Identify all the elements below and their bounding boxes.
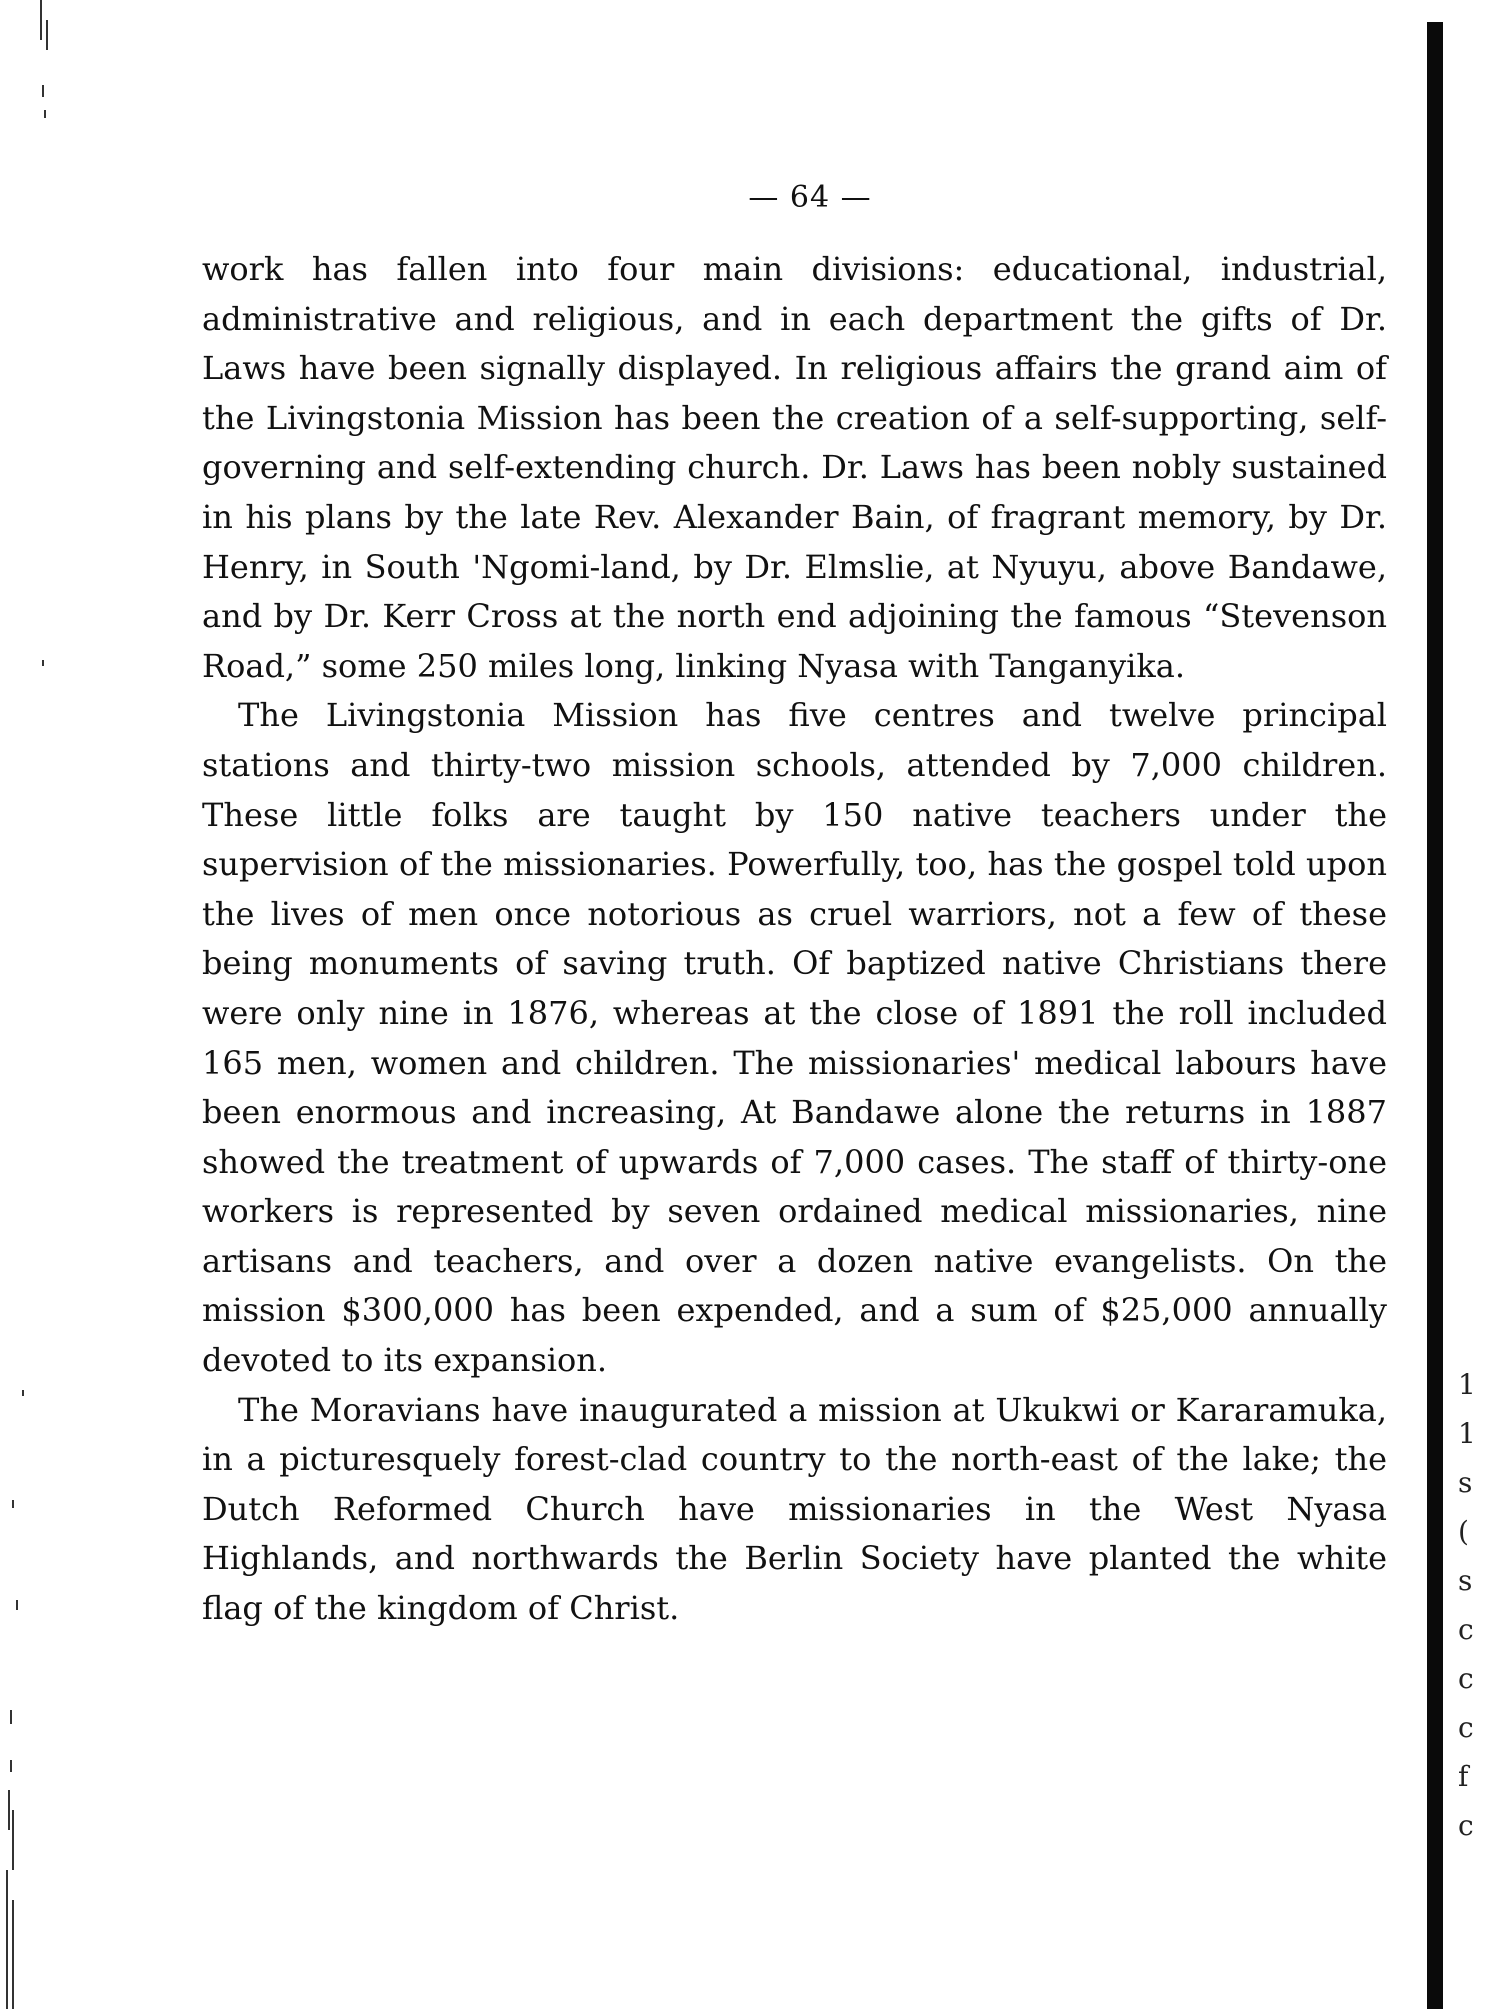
margin-letter: s — [1458, 1466, 1473, 1499]
margin-letter: c — [1458, 1613, 1474, 1646]
margin-letter: c — [1458, 1809, 1474, 1842]
page-number: — 64 — — [748, 180, 872, 215]
binding-shadow-bar — [1427, 22, 1443, 2009]
margin-letter: c — [1458, 1662, 1474, 1695]
margin-letter: 1 — [1458, 1417, 1476, 1450]
paragraph-1: work has fallen into four main divisions: educational, industrial, administrative and religious, and in each department the gifts of Dr. Laws have been signally displayed. In religious affairs the grand aim of the Livingstonia Mission has been the creation of a self-supporting, self-governing and self-extending church. Dr. Laws has been nobly sustained in his plans by the late Rev. Alexander Bain, of fragrant memory, by Dr. Henry, in South 'Ngomi-land, by Dr. Elmslie, at Nyuyu, above Bandawe, and by Dr. Kerr Cross at the north end adjoining the famous “Stevenson Road,” some 250 miles long, linking Nyasa with Tanganyika. — [202, 250, 1387, 685]
margin-letter: 1 — [1458, 1368, 1476, 1401]
paragraph-3: The Moravians have inaugurated a mission at Ukukwi or Kararamuka, in a picturesquely forest-clad country to the north-east of the lake; the Dutch Reformed Church have missionaries in the West Nyasa Highlands, and northwards the Berlin Society have planted the white flag of the kingdom of Christ. — [202, 1390, 1387, 1628]
margin-letter: c — [1458, 1711, 1474, 1744]
adjacent-page-fragment — [1458, 1360, 1488, 1850]
margin-letter: s — [1458, 1564, 1473, 1597]
left-margin-scan-marks — [0, 0, 70, 2009]
body-text — [202, 245, 1387, 1634]
paragraph-2: The Livingstonia Mission has five centres and twelve principal stations and thirty-two mission schools, attended by 7,000 children. These little folks are taught by 150 native teachers under the supervision of the missionaries. Powerfully, too, has the gospel told upon the lives of men once notorious as cruel warriors, not a few of these being monuments of saving truth. Of baptized native Christians there were only nine in 1876, whereas at the close of 1891 the roll included 165 men, women and children. The missionaries' medical labours have been enormous and increasing, At Bandawe alone the returns in 1887 showed the treatment of upwards of 7,000 cases. The staff of thirty-one workers is represented by seven ordained medical missionaries, nine artisans and teachers, and over a dozen native evangelists. On the mission $300,000 has been expended, and a sum of $25,000 annually devoted to its expansion. — [202, 696, 1387, 1380]
margin-letter: f — [1458, 1760, 1469, 1793]
margin-letter: ( — [1458, 1515, 1469, 1548]
